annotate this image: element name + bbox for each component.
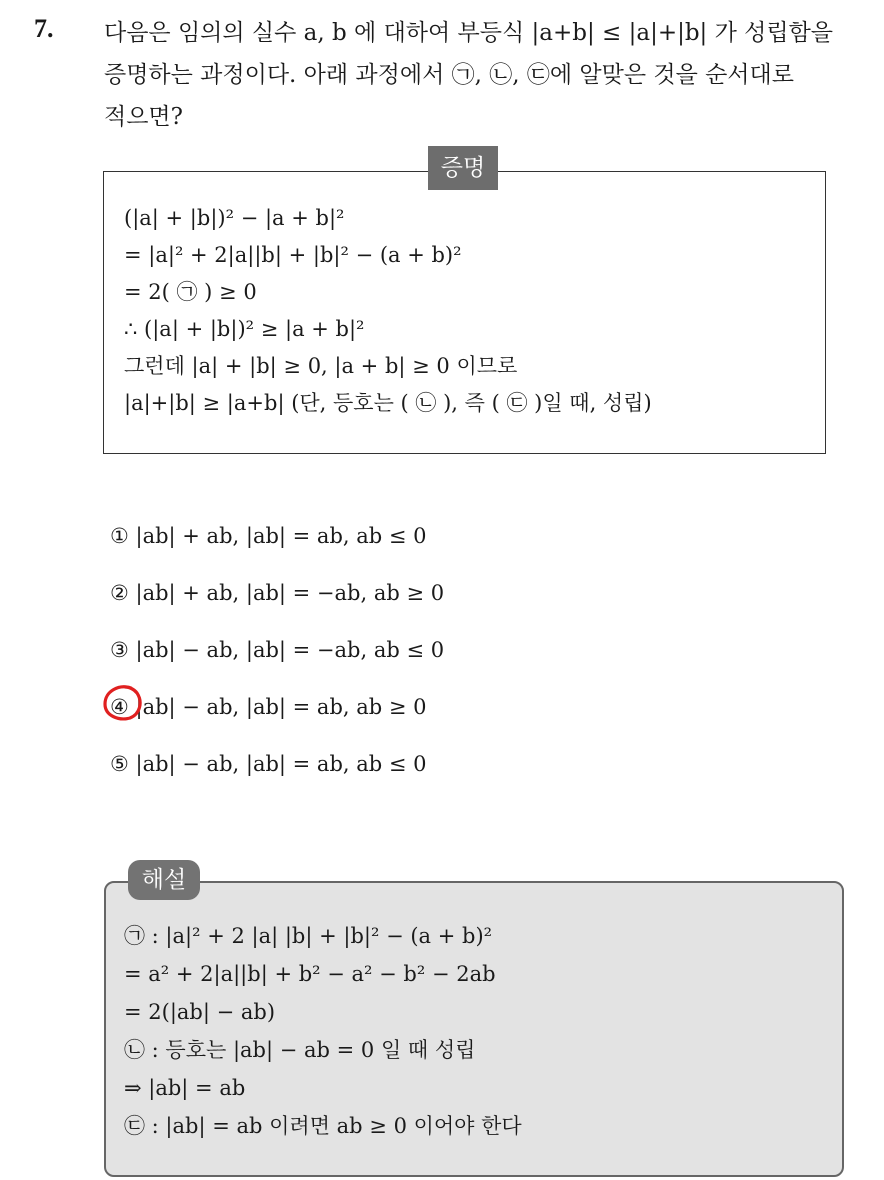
solution-title: 해설: [128, 860, 200, 900]
proof-line: |a|+|b| ≥ |a+b| (단, 등호는 ( ㉡ ), 즉 ( ㉢ )일 때, 성립): [124, 391, 652, 415]
question-text: [104, 12, 874, 138]
proof-content: [124, 200, 652, 422]
solution-line: = a² + 2|a||b| + b² − a² − b² − 2ab: [124, 962, 496, 986]
question-line: 적으면?: [104, 104, 183, 130]
question-number: 7.: [34, 14, 54, 43]
solution-line: ⇒ |ab| = ab: [124, 1076, 246, 1100]
answer-choices: [110, 516, 444, 801]
question-line: 다음은 임의의 실수 a, b 에 대하여 부등식 |a+b| ≤ |a|+|b| 가 성립함을: [104, 20, 834, 46]
solution-line: ㉠ : |a|² + 2 |a| |b| + |b|² − (a + b)²: [124, 924, 493, 948]
proof-line: 그런데 |a| + |b| ≥ 0, |a + b| ≥ 0 이므로: [124, 354, 518, 378]
solution-line: ㉢ : |ab| = ab 이려면 ab ≥ 0 이어야 한다: [124, 1114, 522, 1138]
choice-2[interactable]: ② |ab| + ab, |ab| = −ab, ab ≥ 0: [110, 581, 445, 605]
proof-title: 증명: [428, 146, 498, 190]
selected-answer-circle-mark: [101, 683, 145, 723]
question-line: 증명하는 과정이다. 아래 과정에서 ㉠, ㉡, ㉢에 알맞은 것을 순서대로: [104, 62, 794, 88]
solution-line: = 2(|ab| − ab): [124, 1000, 276, 1024]
choice-3[interactable]: ③ |ab| − ab, |ab| = −ab, ab ≤ 0: [110, 638, 445, 662]
proof-line: = |a|² + 2|a||b| + |b|² − (a + b)²: [124, 243, 462, 267]
choice-1[interactable]: ① |ab| + ab, |ab| = ab, ab ≤ 0: [110, 524, 427, 548]
proof-line: (|a| + |b|)² − |a + b|²: [124, 206, 345, 230]
proof-line: = 2( ㉠ ) ≥ 0: [124, 280, 257, 304]
choice-5[interactable]: ⑤ |ab| − ab, |ab| = ab, ab ≤ 0: [110, 752, 427, 776]
choice-4[interactable]: ④ |ab| − ab, |ab| = ab, ab ≥ 0: [110, 695, 427, 719]
solution-content: [124, 917, 522, 1145]
proof-line: ∴ (|a| + |b|)² ≥ |a + b|²: [124, 317, 365, 341]
solution-line: ㉡ : 등호는 |ab| − ab = 0 일 때 성립: [124, 1038, 476, 1062]
